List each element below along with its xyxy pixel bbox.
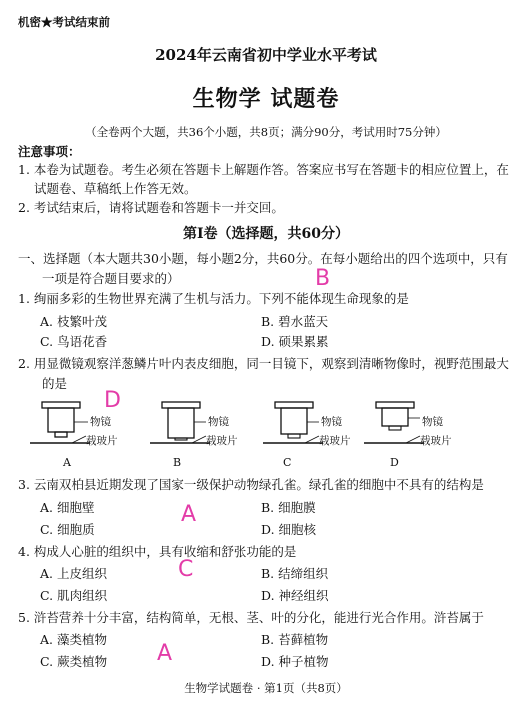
notes-line-1: 1. 本卷为试题卷。考生必须在答题卡上解题作答。答案应书写在答题卡的相应位置上，在 xyxy=(18,162,509,177)
exam-title: 2024年云南省初中学业水平考试 xyxy=(155,46,377,64)
notes-line-1b: 试题卷、草稿纸上作答无效。 xyxy=(34,181,197,196)
q4-option-c: C. 肌肉组织 xyxy=(40,588,108,603)
notes-line-2: 2. 考试结束后，请将试题卷和答题卡一并交回。 xyxy=(18,200,284,215)
notes-heading: 注意事项： xyxy=(18,144,81,159)
handwritten-answer-q1: B xyxy=(315,266,331,291)
fig-c-objective-label: 物镜 xyxy=(321,416,342,428)
q4-option-d: D. 神经组织 xyxy=(261,588,329,603)
question-1-stem: 1. 绚丽多彩的生物世界充满了生机与活力。下列不能体现生命现象的是 xyxy=(18,291,409,306)
section-instruction-2: 一项是符合题目要求的） xyxy=(42,271,180,286)
fig-b-slide-label: 载玻片 xyxy=(206,435,238,447)
q3-option-a: A. 细胞壁 xyxy=(40,500,95,515)
objective-figure-b xyxy=(150,402,210,443)
q5-option-a: A. 藻类植物 xyxy=(40,632,107,647)
q1-option-b: B. 碧水蓝天 xyxy=(261,314,329,329)
fig-b-objective-label: 物镜 xyxy=(208,416,229,428)
q5-option-d: D. 种子植物 xyxy=(261,654,329,669)
fig-letter-a: A xyxy=(63,456,71,469)
fig-letter-b: B xyxy=(173,456,182,469)
q5-option-c: C. 蕨类植物 xyxy=(40,654,108,669)
secret-mark: 机密★考试结束前 xyxy=(18,15,110,29)
q1-option-c: C. 鸟语花香 xyxy=(40,334,108,349)
page-footer: 生物学试题卷 · 第1页（共8页） xyxy=(184,681,348,695)
section-title: 第Ⅰ卷（选择题，共60分） xyxy=(182,226,350,242)
q3-option-d: D. 细胞核 xyxy=(261,522,317,537)
exam-info: （全卷两个大题，共36个小题，共8页；满分90分，考试用时75分钟） xyxy=(85,125,447,139)
q1-option-a: A. 枝繁叶茂 xyxy=(40,314,107,329)
fig-d-objective-label: 物镜 xyxy=(422,416,443,428)
q3-option-c: C. 细胞质 xyxy=(40,522,95,537)
q4-option-b: B. 结缔组织 xyxy=(261,566,329,581)
objective-figure-d xyxy=(364,402,424,443)
q1-option-d: D. 硕果累累 xyxy=(261,334,329,349)
fig-a-objective-label: 物镜 xyxy=(90,416,111,428)
question-5-stem: 5. 浒苔营养十分丰富，结构简单，无根、茎、叶的分化，能进行光合作用。浒苔属于 xyxy=(18,610,484,625)
question-3-stem: 3. 云南双柏县近期发现了国家一级保护动物绿孔雀。绿孔雀的细胞中不具有的结构是 xyxy=(18,477,484,492)
q3-option-b: B. 细胞膜 xyxy=(261,500,316,515)
handwritten-answer-q3: A xyxy=(181,502,197,527)
objective-figure-a xyxy=(30,402,90,443)
objective-figure-c xyxy=(263,402,323,443)
fig-letter-c: C xyxy=(283,456,292,469)
fig-c-slide-label: 载玻片 xyxy=(319,435,351,447)
handwritten-answer-q4: C xyxy=(178,557,194,582)
section-instruction-1: 一、选择题（本大题共30小题，每小题2分，共60分。在每小题给出的四个选项中，只有 xyxy=(18,251,508,266)
fig-letter-d: D xyxy=(390,456,399,469)
question-4-stem: 4. 构成人心脏的组织中，具有收缩和舒张功能的是 xyxy=(18,544,297,559)
handwritten-answer-q2: D xyxy=(104,388,121,413)
q5-option-b: B. 苔藓植物 xyxy=(261,632,329,647)
handwritten-answer-q5: A xyxy=(157,641,173,666)
paper-title: 生物学 试题卷 xyxy=(192,86,340,112)
fig-a-slide-label: 载玻片 xyxy=(86,435,118,447)
q4-option-a: A. 上皮组织 xyxy=(40,566,107,581)
question-2-stem-cont: 的是 xyxy=(42,376,68,391)
question-2-stem: 2. 用显微镜观察洋葱鳞片叶内表皮细胞，同一目镜下，观察到清晰物像时，视野范围最大 xyxy=(18,356,509,371)
fig-d-slide-label: 载玻片 xyxy=(420,435,452,447)
